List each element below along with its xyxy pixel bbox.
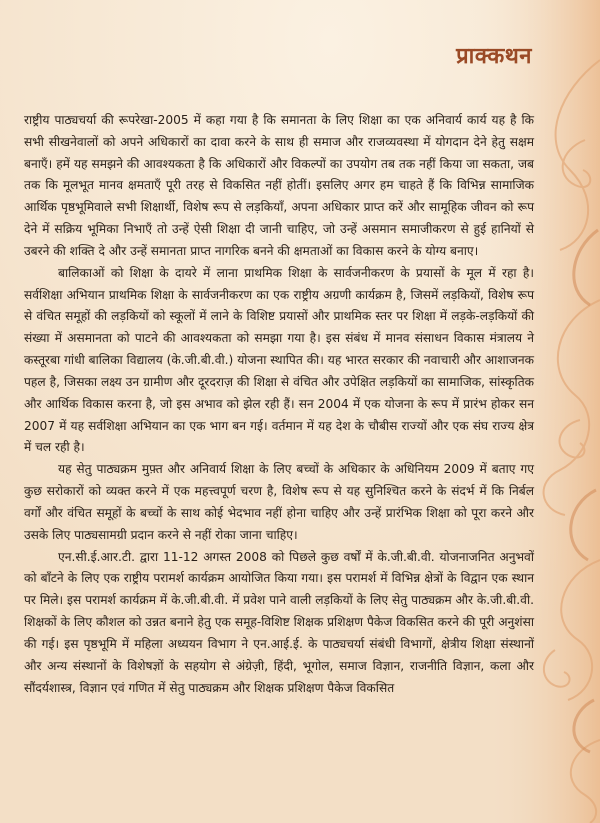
paragraph: यह सेतु पाठ्यक्रम मुफ़्त और अनिवार्य शिक्षा के लिए बच्चों के अधिकार के अधिनियम 2009 में बताए गए कुछ सरोकारों को व्यक्त करने में एक महत्त्वपूर्ण चरण है, विशेष रूप से यह सुनिश्चित करने के संदर्भ में कि निर्बल वर्गों और वंचित समूहों के बच्चों के साथ कोई भेदभाव नहीं होना चाहिए और उन्हें प्रारंभिक शिक्षा को पूरा करने और उसके लिए पाठ्यसामग्री प्रदान करने से नहीं रोका जाना चाहिए।: [24, 462, 534, 542]
paragraph: राष्ट्रीय पाठ्यचर्या की रूपरेखा-2005 में कहा गया है कि समानता के लिए शिक्षा का एक अनिवार्य कार्य यह है कि सभी सीखनेवालों को अपने अधिकारों का दावा करने के साथ ही समाज और राजव्यवस्था में योगदान देने हेतु सक्षम बनाएँ। हमें यह समझने की आवश्यकता है कि अधिकारों और विकल्पों का उपयोग तब तक नहीं किया जा सकता, जब तक कि मूलभूत मानव क्षमताएँ पूरी तरह से विकसित नहीं होतीं। इसलिए अगर हम चाहते हैं कि विभिन्न सामाजिक आर्थिक पृष्ठभूमिवाले सभी शिक्षार्थी, विशेष रूप से लड़कियाँ, अपना अधिकार प्राप्त करें और सामूहिक जीवन को रूप देने में सक्रिय भूमिका निभाएँ तो उन्हें ऐसी शिक्षा दी जानी चाहिए, जो उन्हें असमान समाजीकरण से हुई हानियों से उबरने की शक्ति दे और उन्हें समानता प्राप्त नागरिक बनने की क्षमताओं का विकास करने के योग्य बनाए।: [24, 113, 534, 258]
body-text: [24, 110, 534, 699]
paragraph: एन.सी.ई.आर.टी. द्वारा 11-12 अगस्त 2008 को पिछले कुछ वर्षों में के.जी.बी.वी. योजनाजनित अनुभवों को बाँटने के लिए एक राष्ट्रीय परामर्श कार्यक्रम आयोजित किया गया। इस परामर्श में विभिन्न क्षेत्रों के विद्वान एक स्थान पर मिले। इस परामर्श कार्यक्रम में के.जी.बी.वी. में प्रवेश पाने वाली लड़कियों के लिए सेतु पाठ्यक्रम और के.जी.बी.वी. शिक्षकों के लिए कौशल को उन्नत बनाने हेतु एक समूह-विशिष्ट शिक्षक प्रशिक्षण पैकेज विकसित करने की पूरी अनुशंसा की गई। इस पृष्ठभूमि में महिला अध्ययन विभाग ने एन.आई.ई. के पाठ्यचर्या संबंधी विभागों, क्षेत्रीय शिक्षा संस्थानों और अन्य संस्थानों के विशेषज्ञों के सहयोग से अंग्रेज़ी, हिंदी, भूगोल, समाज विज्ञान, राजनीति विज्ञान, कला और सौंदर्यशास्त्र, विज्ञान एवं गणित में सेतु पाठ्यक्रम और शिक्षक प्रशिक्षण पैकेज विकसित: [24, 549, 534, 695]
page-title: प्राक्कथन: [456, 44, 532, 69]
paragraph: बालिकाओं को शिक्षा के दायरे में लाना प्राथमिक शिक्षा के सार्वजनीकरण के प्रयासों के मूल में रहा है। सर्वशिक्षा अभियान प्राथमिक शिक्षा के सार्वजनीकरण का एक राष्ट्रीय अग्रणी कार्यक्रम है, जिसमें लड़कियों, विशेष रूप से वंचित समूहों की लड़कियों को स्कूलों में लाने के विशिष्ट प्रयासों और प्राथमिक स्तर पर शिक्षा में लड़के-लड़कियों की संख्या में असमानता को पाटने की आवश्यकता को समझा गया है। इस संबंध में मानव संसाधन विकास मंत्रालय ने कस्तूरबा गांधी बालिका विद्यालय (के.जी.बी.वी.) योजना स्थापित की। यह भारत सरकार की नवाचारी और आशाजनक पहल है, जिसका लक्ष्य उन ग्रामीण और दूरदराज़ की शिक्षा से वंचित और उपेक्षित लड़कियों का सामाजिक, सांस्कृतिक और आर्थिक विकास करना है, जो इस अभाव को झेल रही हैं। सन 2004 में एक योजना के रूप में प्रारंभ होकर सन 2007 में यह सर्वशिक्षा अभियान का एक भाग बन गई। वर्तमान में यह देश के चौबीस राज्यों और एक संघ राज्य क्षेत्र में चल रही है।: [24, 265, 534, 455]
